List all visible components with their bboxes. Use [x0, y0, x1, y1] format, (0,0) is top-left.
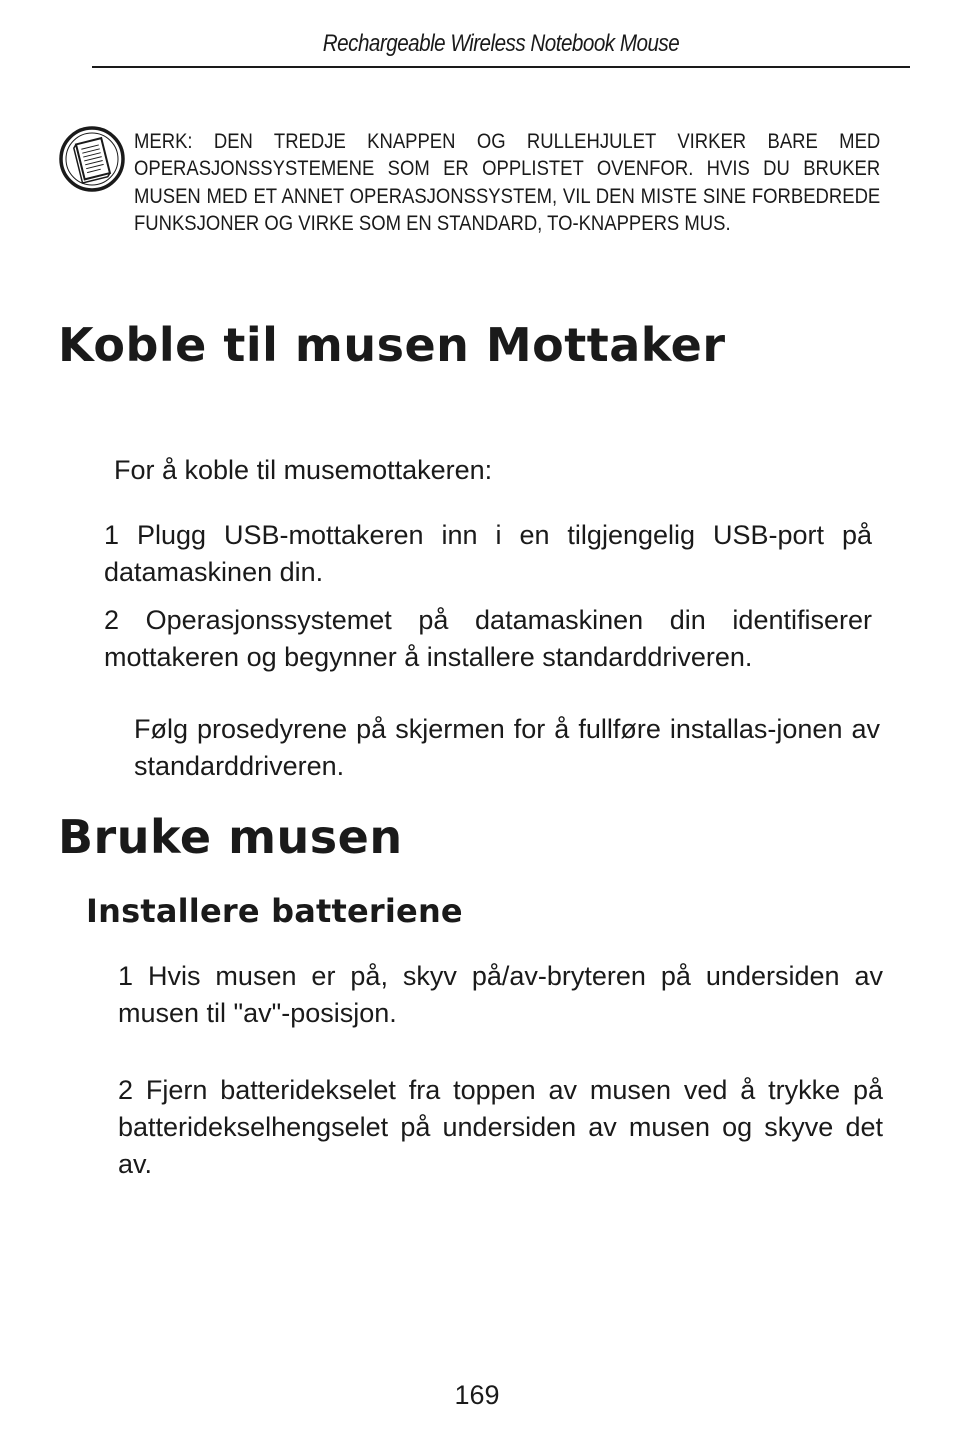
note-text: MERK: DEN TREDJE KNAPPEN OG RULLEHJULET VIRKER BARE MED OPERASJONSSYSTEMENE SOM ER OPPLISTET OVENFOR. HVIS DU BRUKER MUSEN MED ET ANNET OPERASJONSSYSTEM, VIL DEN MISTE SINE FORBEDREDE FUNKSJONER OG VIRKE SOM EN STANDARD, TO-KNAPPERS MUS. [134, 130, 881, 235]
page-number: 169 [454, 1380, 500, 1410]
note-icon [58, 125, 130, 197]
heading-use-mouse: Bruke musen [58, 810, 403, 864]
heading-connect-receiver: Koble til musen Mottaker [58, 318, 726, 372]
connect-followup: Følg prosedyrene på skjermen for å fullføre installas-jonen av standarddriveren. [134, 714, 880, 781]
connect-intro: For å koble til musemottakeren: [114, 455, 493, 485]
connect-step-2: 2 Operasjonssystemet på datamaskinen din identifiserer mottakeren og begynner å installere standarddriveren. [104, 605, 872, 672]
battery-step-1: 1 Hvis musen er på, skyv på/av-bryteren på undersiden av musen til "av"-posisjon. [118, 961, 883, 1028]
battery-step-2: 2 Fjern batteridekselet fra toppen av musen ved å trykke på batteridekselhengselet på undersiden av musen og skyve det av. [118, 1075, 883, 1179]
running-header [92, 30, 910, 68]
connect-step-1: 1 Plugg USB-mottakeren inn i en tilgjengelig USB-port på datamaskinen din. [104, 520, 872, 587]
heading-install-batteries: Installere batteriene [86, 892, 463, 930]
running-header-title: Rechargeable Wireless Notebook Mouse [322, 30, 680, 57]
